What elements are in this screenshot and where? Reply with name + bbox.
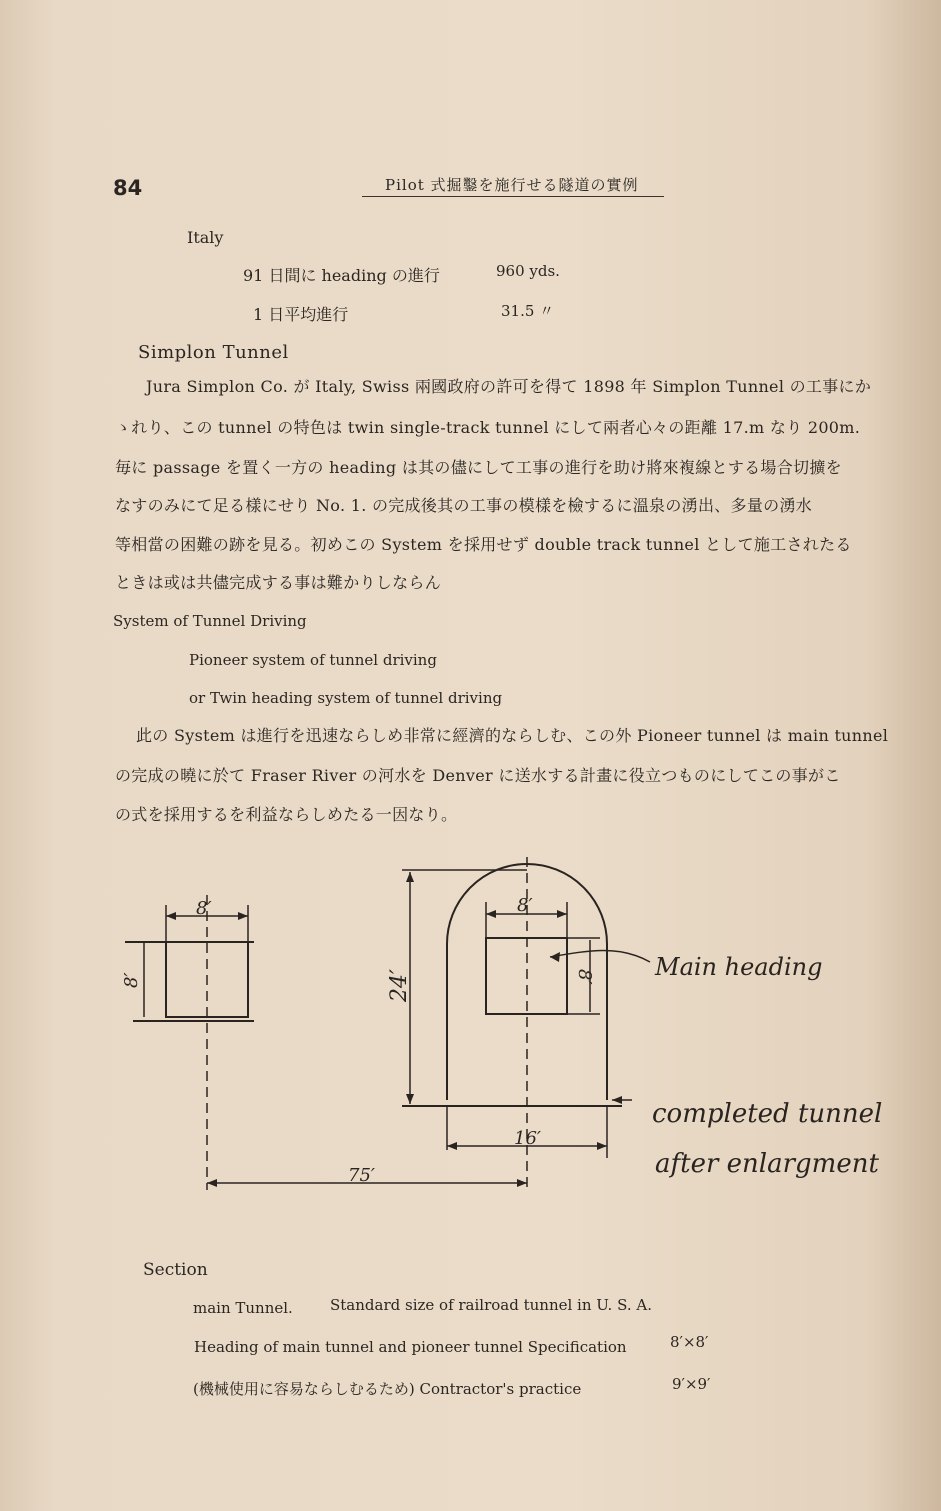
system-item-2: or Twin heading system of tunnel driving bbox=[189, 689, 503, 707]
simplon-line-2: ゝれり、この tunnel の特色は twin single-track tunnel にして兩者心々の距離 17.m なり 200m. bbox=[115, 418, 861, 437]
system-item-1: Pioneer system of tunnel driving bbox=[189, 651, 437, 669]
simplon-line-5: 等相當の困難の跡を見る。初めこの System を採用せず double track tunnel として施工されたる bbox=[115, 535, 852, 554]
dim-spacing: 75′ bbox=[348, 1165, 375, 1186]
dim-heading-width: 8′ bbox=[517, 895, 533, 916]
system-line-3: の式を採用するを利益ならしめたる一因なり。 bbox=[115, 805, 458, 824]
italy-label: Italy bbox=[187, 228, 224, 247]
system-heading: System of Tunnel Driving bbox=[113, 612, 307, 630]
simplon-line-3: 毎に passage を置く一方の heading は其の儘にして工事の進行を助け將來複線とする場合切擴を bbox=[115, 458, 842, 477]
section-row1-text: Standard size of railroad tunnel in U. S. A. bbox=[330, 1296, 652, 1314]
italy-row1-label: 91 日間に heading の進行 bbox=[243, 266, 440, 285]
system-line-2: の完成の曉に於て Fraser River の河水を Denver に送水する計畫に役立つものにしてこの事がこ bbox=[115, 766, 841, 785]
running-header: Pilot 式掘鑿を施行せる隧道の實例 bbox=[385, 176, 639, 194]
label-completed-tunnel: completed tunnel bbox=[652, 1099, 883, 1129]
simplon-line-1: Jura Simplon Co. が Italy, Swiss 兩國政府の許可を得て 1898 年 Simplon Tunnel の工事にか bbox=[146, 377, 872, 396]
italy-row1-value: 960 yds. bbox=[496, 262, 560, 280]
dim-heading-height: 8′ bbox=[574, 969, 595, 985]
section-row2-value: 8′×8′ bbox=[670, 1333, 709, 1351]
simplon-line-6: ときは或は共儘完成する事は難かりしならん bbox=[115, 573, 442, 592]
system-line-1: 此の System は進行を迅速ならしめ非常に經濟的ならしむ、この外 Pioneer tunnel は main tunnel bbox=[136, 726, 889, 745]
dim-pioneer-width: 8′ bbox=[196, 898, 212, 919]
page-number: 84 bbox=[113, 176, 143, 200]
section-row1-label: main Tunnel. bbox=[193, 1299, 293, 1317]
section-row3-value: 9′×9′ bbox=[672, 1375, 711, 1393]
dim-tunnel-height: 24′ bbox=[387, 969, 412, 1002]
label-after-enlargement: after enlargment bbox=[655, 1149, 879, 1179]
dim-tunnel-width: 16′ bbox=[514, 1128, 541, 1149]
simplon-heading: Simplon Tunnel bbox=[138, 342, 289, 363]
italy-row2-value: 31.5 〃 bbox=[501, 302, 555, 320]
label-main-heading: Main heading bbox=[655, 953, 823, 981]
dim-pioneer-height: 8′ bbox=[121, 972, 142, 988]
section-row3-label: (機械使用に容易ならしむるため) Contractor's practice bbox=[193, 1380, 582, 1398]
section-heading: Section bbox=[143, 1260, 208, 1280]
section-row2-label: Heading of main tunnel and pioneer tunnel Specification bbox=[194, 1338, 627, 1356]
simplon-line-4: なすのみにて足る樣にせり No. 1. の完成後其の工事の模樣を檢するに溫泉の湧出、多量の湧水 bbox=[115, 496, 813, 515]
italy-row2-label: 1 日平均進行 bbox=[253, 305, 349, 324]
